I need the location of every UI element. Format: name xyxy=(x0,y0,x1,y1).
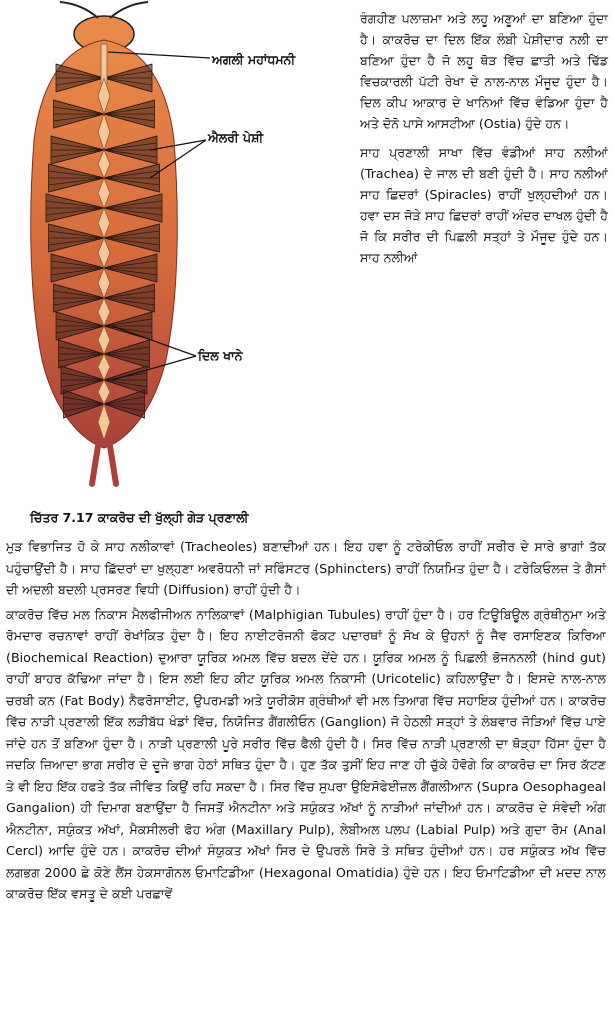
body-paragraph: ਕਾਕਰੋਚ ਵਿੱਚ ਮਲ ਨਿਕਾਸ ਮੈਲਫੀਜੀਅਨ ਨਾਲਿਕਾਵਾਂ (Malphigian Tubules) ਰਾਹੀਂ ਹੁੰਦਾ ਹੈ। ਹਰ ਟਿਊਬਿਊਲ ਗ੍ਰੰਥੀਨੁਮਾ ਅਤੇ ਰੋਮਦਾਰ ਰਚਨਾਵਾਂ ਰਾਹੀਂ ਰੇਖਾਂਕਿਤ ਹੁੰਦਾ ਹੈ। ਇਹ ਨਾਈਟਰੋਜਨੀ ਫੋਕਟ ਪਦਾਰਥਾਂ ਨੂੰ ਸੋਖ ਕੇ ਉਹਨਾਂ ਨੂੰ ਜੈਵ ਰਸਾਇਣਕ ਕਿਰਿਆ (Biochemical Reaction) ਦੁਆਰਾ ਯੂਰਿਕ ਅਮਲ ਵਿੱਚ ਬਦਲ ਦੇਂਦੇ ਹਨ। ਯੂਰਿਕ ਅਮਲ ਨੂੰ ਪਿਛਲੀ ਭੋਜਨਨਲੀ (hind gut) ਰਾਹੀਂ ਬਾਹਰ ਕੱਢਿਆ ਜਾਂਦਾ ਹੈ। ਇਸ ਲਈ ਇਹ ਕੀਟ ਯੂਰਿਕ ਅਮਲ ਨਿਕਾਸੀ (Uricotelic) ਕਹਿਲਾਉਂਦਾ ਹੈ। ਇਸਦੇ ਨਾਲ-ਨਾਲ ਚਰਬੀ ਕਨ (Fat Body) ਨੈਫਰੋਸਾਈਟ, ਉਪਰਮਡੀ ਅਤੇ ਯੂਰੀਕੋਸ ਗ੍ਰੰਥੀਆਂ ਵੀ ਮਲ ਤਿਆਗ ਵਿੱਚ ਸਹਾਇਕ ਹੁੰਦੀਆਂ ਹਨ। ਕਾਕਰੋਚ ਵਿੱਚ ਨਾੜੀ ਪ੍ਰਣਾਲੀ ਇੱਕ ਲੜੀਬੱਧ ਖੰਡਾਂ ਵਿੱਚ, ਨਿਯੋਜਿਤ ਗੈਂਗਲੀਓਨ (Ganglion) ਜੋ ਹੇਠਲੀ ਸਤ੍ਹਾਂ ਤੇ ਲੰਬਵਾਰ ਜੋੜਿਆਂ ਵਿੱਚ ਪਾਏ ਜਾਂਦੇ ਹਨ ਤੋਂ ਬਣਿਆ ਹੁੰਦਾ ਹੈ। ਨਾੜੀ ਪ੍ਰਣਾਲੀ ਪੂਰੇ ਸਰੀਰ ਵਿੱਚ ਫੈਲੀ ਹੁੰਦੀ ਹੈ। ਸਿਰ ਵਿੱਚ ਨਾੜੀ ਪ੍ਰਣਾਲੀ ਦਾ ਥੋੜ੍ਹਾ ਹਿੱਸਾ ਹੁੰਦਾ ਹੈ ਜਦਕਿ ਜ਼ਿਆਦਾ ਭਾਗ ਸਰੀਰ ਦੇ ਦੂਜੇ ਭਾਗ ਹੇਠਾਂ ਸਥਿਤ ਹੁੰਦਾ ਹੈ। ਹੁਣ ਤੱਕ ਤੁਸੀਂ ਇਹ ਜਾਣ ਹੀ ਚੁੱਕੇ ਹੋਵੋਗੇ ਕਿ ਕਾਕਰੋਚ ਦਾ ਸਿਰ ਕੱਟਣ ਤੇ ਵੀ ਇਹ ਇੱਕ ਹਫਤੇ ਤੱਕ ਜੀਵਿਤ ਕਿਉਂ ਰਹਿ ਸਕਦਾ ਹੈ। ਸਿਰ ਵਿੱਚ ਸੁਪਰਾ ਉਇਸੋਫੇਈਜ਼ਲ ਗੈਂਗਲੀਆਨ (Supra Oesophageal Gangalion) ਹੀ ਦਿਮਾਗ ਬਣਾਉਂਦਾ ਹੈ ਜਿਸਤੋਂ ਐਨਟੀਨਾ ਅਤੇ ਸਯੁੰਕਤ ਅੱਖਾਂ ਨੂੰ ਨਾੜੀਆਂ ਜਾਂਦੀਆਂ ਹਨ। ਕਾਕਰੋਚ ਦੇ ਸੰਵੇਦੀ ਅੰਗ ਐਨਟੀਨਾ, ਸਯੁੰਕਤ ਅੱਖਾਂ, ਮੈਕਸੀਲਰੀ ਫੋਹ ਅੰਗ (Maxillary Pulp), ਲੇਬੀਅਲ ਪਲਪ (Labial Pulp) ਅਤੇ ਗੁਦਾ ਰੋਮ (Anal Cercl) ਆਦਿ ਹੁੰਦੇ ਹਨ। ਕਾਕਰੋਚ ਦੀਆਂ ਸੰਯੁਕਤ ਅੱਖਾਂ ਸਿਰ ਦੇ ਉਪਰਲੇ ਸਿਰੇ ਤੇ ਸਥਿਤ ਹੁੰਦੀਆਂ ਹਨ। ਹਰ ਸਯੁੰਕਤ ਅੱਖ ਵਿੱਚ ਲਗਭਗ 2000 ਛੇ ਕੋਣੇ ਲੈਂਸ ਹੇਕਸਾਗੋਨਲ ਓਮਾਟਿਡੀਆ (Hexagonal Omatidia) ਹੁੰਦੇ ਹਨ। ਇਹ ਓਮਾਟਿਡੀਆ ਦੀ ਮਦਦ ਨਾਲ ਕਾਕਰੋਚ ਇੱਕ ਵਸਤੂ ਦੇ ਕਈ ਪਰਛਾਵੇਂ xyxy=(6,606,606,901)
main-body-text xyxy=(6,536,606,908)
right-paragraph: ਸਾਹ ਪ੍ਰਣਾਲੀ ਸਾਖਾ ਵਿੱਚ ਵੰਡੀਆਂ ਸਾਹ ਨਲੀਆਂ (Trachea) ਦੇ ਜਾਲ ਦੀ ਬਣੀ ਹੁੰਦੀ ਹੈ। ਸਾਹ ਨਲੀਆਂ ਸਾਹ ਛਿਦਰਾਂ (Spiracles) ਰਾਹੀਂ ਖੁਲ੍ਹਦੀਆਂ ਹਨ। ਹਵਾ ਦਸ ਜੋੜੇ ਸਾਹ ਛਿਦਰਾਂ ਰਾਹੀਂ ਅੰਦਰ ਦਾਖਲ ਹੁੰਦੀ ਹੈ ਜੋ ਕਿ ਸਰੀਰ ਦੀ ਪਿਛਲੀ ਸਤ੍ਹਾਂ ਤੇ ਮੌਜੂਦ ਹੁੰਦੇ ਹਨ। ਸਾਹ ਨਲੀਆਂ xyxy=(360,145,608,265)
antenna-left xyxy=(60,2,98,18)
figure-caption: ਚਿੱਤਰ 7.17 ਕਾਕਰੋਚ ਦੀ ਖੁੱਲ੍ਹੀ ਗੇੜ ਪ੍ਰਣਾਲੀ xyxy=(30,510,249,525)
right-paragraph: ਰੰਗਹੀਣ ਪਲਾਜ਼ਮਾ ਅਤੇ ਲਹੂ ਅਣੂਆਂ ਦਾ ਬਣਿਆ ਹੁੰਦਾ ਹੈ। ਕਾਕਰੋਚ ਦਾ ਦਿਲ ਇੱਕ ਲੰਬੀ ਪੇਸ਼ੀਦਾਰ ਨਲੀ ਦਾ ਬਣਿਆ ਹੁੰਦਾ ਹੈ ਜੋ ਲਹੂ ਥੋੜ ਵਿੱਚ ਛਾਤੀ ਅਤੇ ਢਿੱਡ ਵਿਚਕਾਰਲੀ ਪੱਟੀ ਰੇਖਾ ਦੇ ਨਾਲ-ਨਾਲ ਮੌਜੂਦ ਹੁੰਦਾ ਹੈ। ਦਿਲ ਕੀਪ ਆਕਾਰ ਦੇ ਖਾਨਿਆਂ ਵਿੱਚ ਵੰਡਿਆ ਹੁੰਦਾ ਹੈ ਅਤੇ ਦੋਨੋ ਪਾਸੇ ਆਸਟੀਆ (Ostia) ਹੁੰਦੇ ਹਨ। xyxy=(360,11,608,131)
label-heart-chambers: ਦਿਲ ਖਾਨੇ xyxy=(198,348,243,363)
label-anterior-aorta: ਅਗਲੀ ਮਹਾਂਧਮਨੀ xyxy=(212,52,296,67)
cercus-left xyxy=(92,446,98,484)
cockroach-circulatory-figure xyxy=(0,0,340,500)
body-paragraph: ਮੁੜ ਵਿਭਾਜਿਤ ਹੋ ਕੇ ਸਾਹ ਨਲੀਕਾਵਾਂ (Tracheoles) ਬਣਾਦੀਆਂ ਹਨ। ਇਹ ਹਵਾ ਨੂੰ ਟਰੇਕੀਓਲ ਰਾਹੀਂ ਸਰੀਰ ਦੇ ਸਾਰੇ ਭਾਗਾਂ ਤੱਕ ਪਹੁੰਚਾਉਂਦੀ ਹੈ। ਸਾਹ ਛਿੱਦਰਾਂ ਦਾ ਖੁਲ੍ਹਣਾ ਅਵਰੋਧਨੀ ਜਾਂ ਸਫਿੰਸਟਰ (Sphincters) ਰਾਹੀਂ ਨਿਯਮਿਤ ਹੁੰਦਾ ਹੈ। ਟਰੇਕਿਓਲਜ਼ ਤੇ ਗੈਸਾਂ ਦੀ ਅਦਲੀ ਬਦਲੀ ਪ੍ਰਸਰਣ ਵਿਧੀ (Diffusion) ਰਾਹੀਂ ਹੁੰਦੀ ਹੈ। xyxy=(6,539,606,597)
right-column-text xyxy=(360,8,608,276)
label-alary-muscle: ਐਲਰੀ ਪੇਸ਼ੀ xyxy=(208,130,264,145)
cercus-right xyxy=(110,446,116,484)
antenna-right xyxy=(110,2,148,18)
